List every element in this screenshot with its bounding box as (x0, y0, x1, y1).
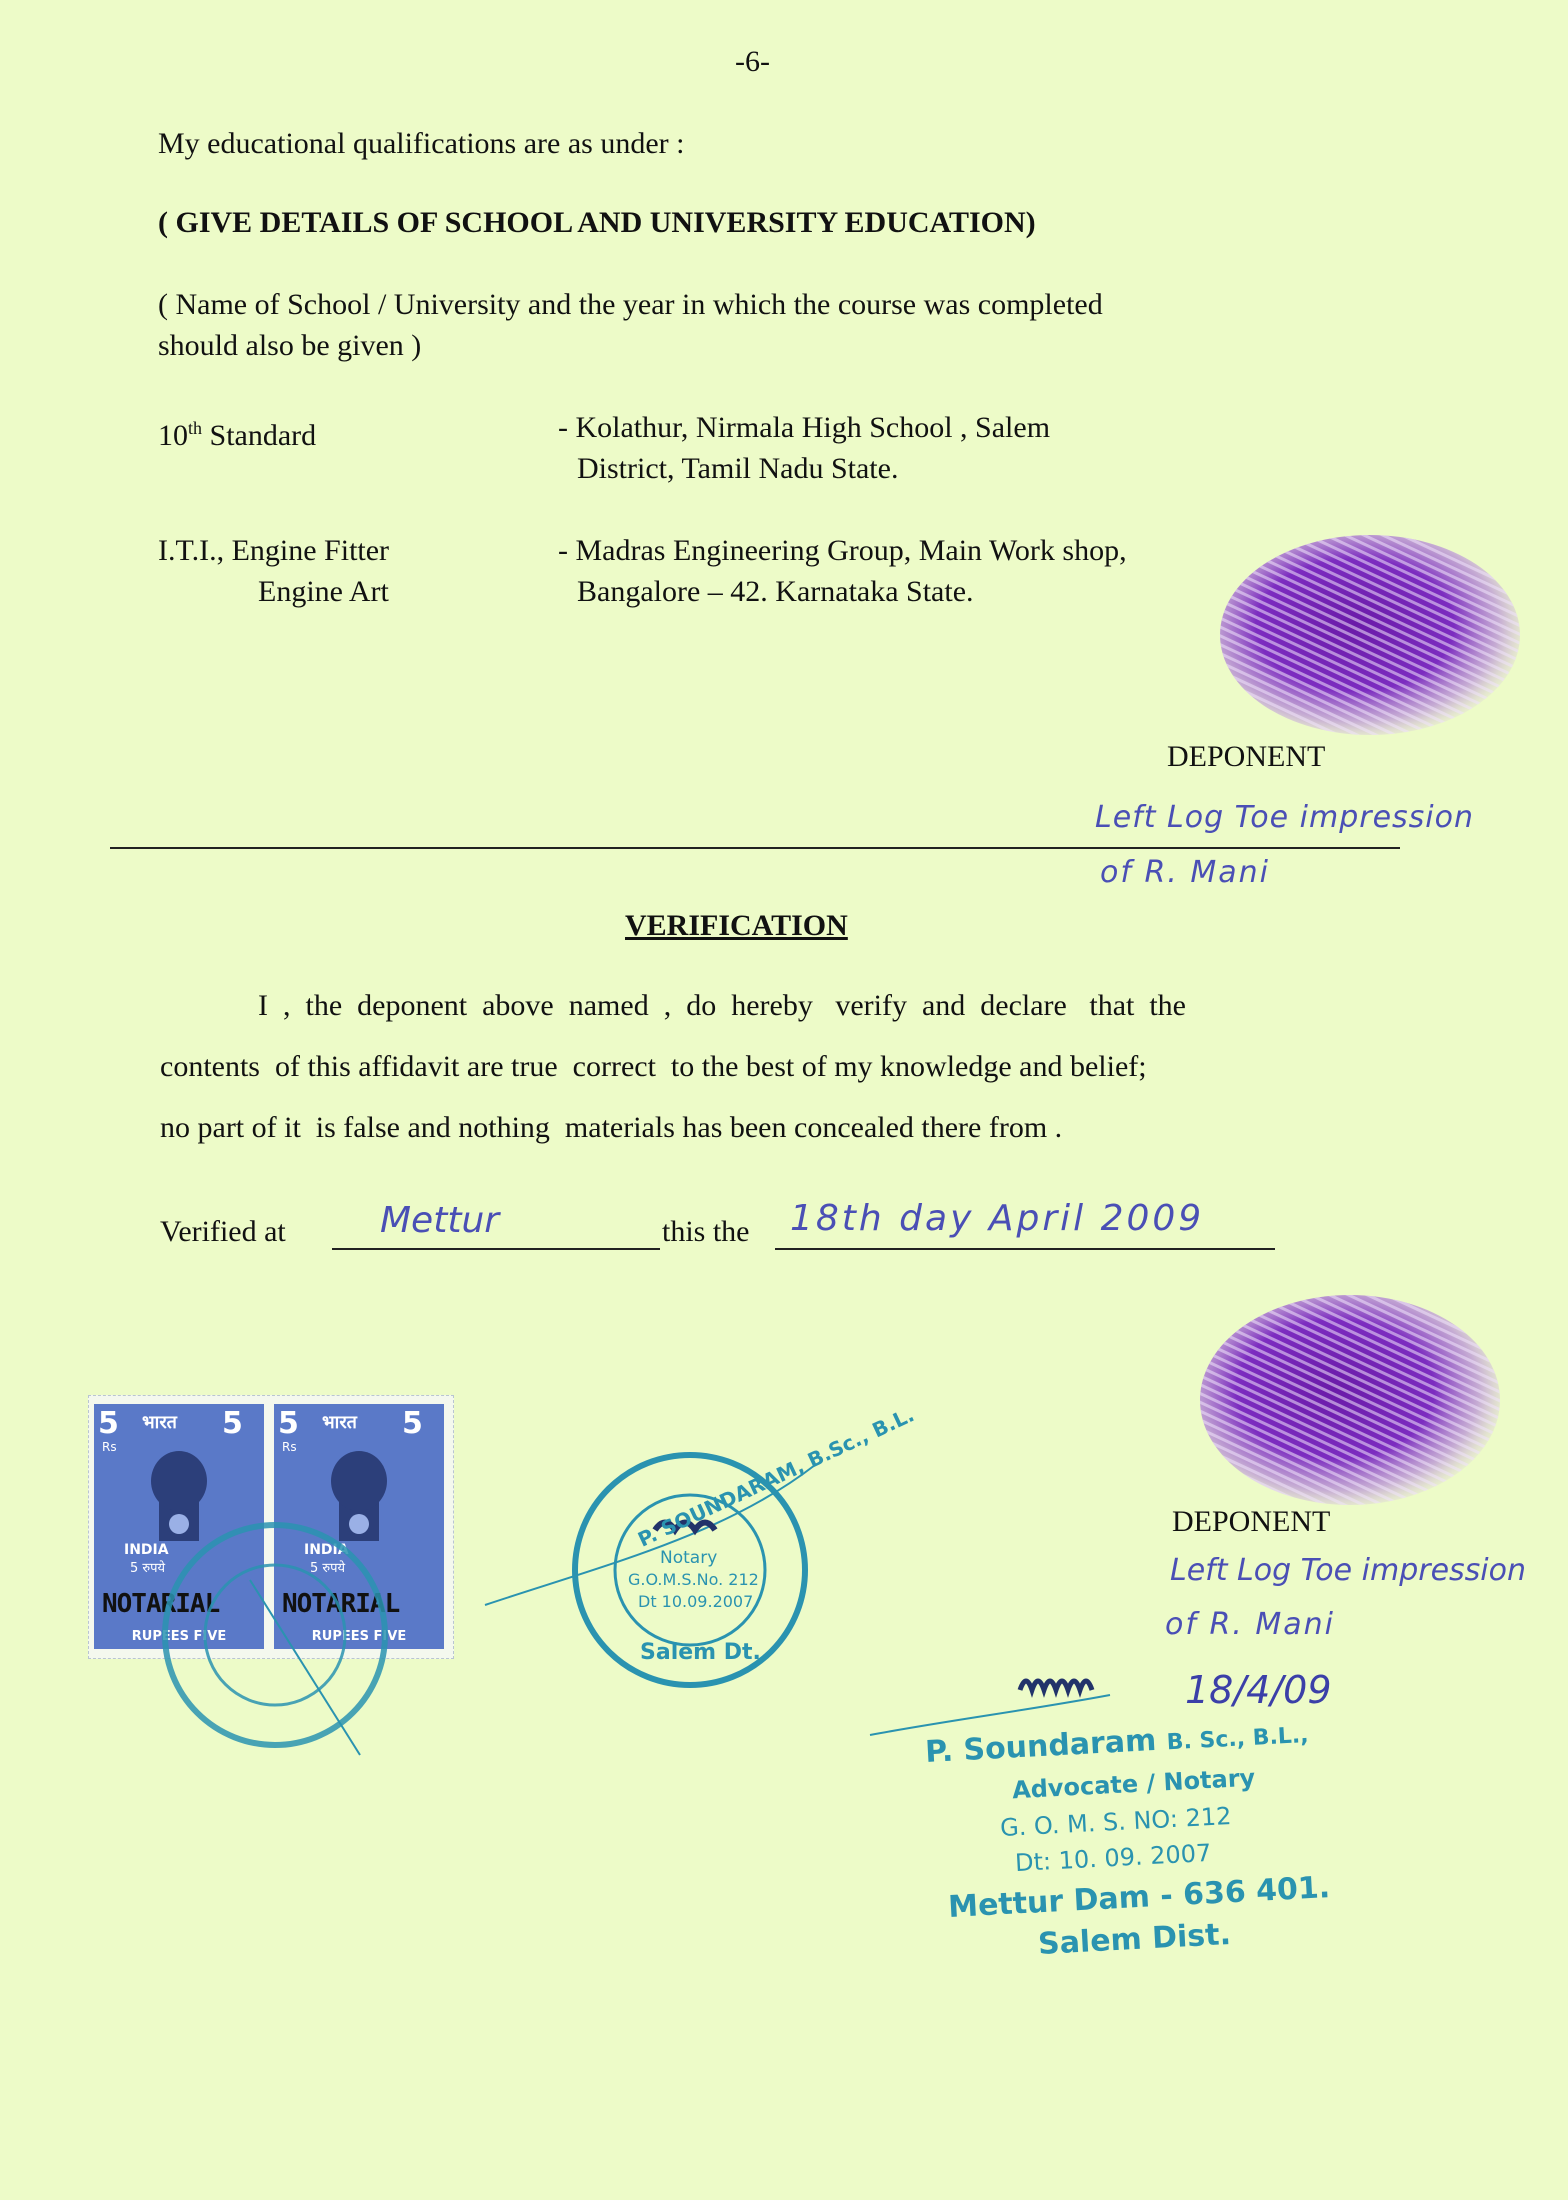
notary-name-text: P. Soundaram (924, 1722, 1158, 1771)
handwritten-note-2-line-2: of R. Mani (1165, 1607, 1335, 1642)
notary-degrees: B. Sc., B.L., (1166, 1722, 1310, 1756)
qualification-number: 10 (158, 419, 188, 452)
notary-round-seal-left (150, 1510, 400, 1760)
verification-para-line-3: no part of it is false and nothing materials has been concealed there from . (160, 1111, 1063, 1144)
verification-para-line-2: contents of this affidavit are true correct to the best of my knowledge and belief; (160, 1050, 1147, 1083)
section-divider (110, 847, 1400, 849)
notary-date: Dt: 10. 09. 2007 (1014, 1838, 1212, 1878)
stamp-footer: RUPEES FIVE (131, 1629, 227, 1644)
notary-goms: G. O. M. S. NO: 212 (999, 1801, 1233, 1843)
stamp-country-hindi: भारत (142, 1412, 177, 1433)
deponent-label-2: DEPONENT (1172, 1505, 1331, 1538)
stamp-value-hindi: 5 रुपये (130, 1561, 166, 1576)
verification-para-line-1: I , the deponent above named , do hereby verify and declare that the (258, 989, 1186, 1022)
institution-1-line-2: District, Tamil Nadu State. (577, 452, 899, 485)
verified-place-line (332, 1248, 660, 1250)
verification-title: VERIFICATION (625, 909, 848, 942)
stamp-value-hindi: 5 रुपये (310, 1561, 346, 1576)
thumbprint-impression-1 (1205, 530, 1535, 760)
stamp-denomination-right: 5 (222, 1406, 243, 1441)
stamp-denomination: 5 (98, 1406, 119, 1441)
qualification-ordinal: th (188, 418, 203, 438)
verified-at-label: Verified at (160, 1215, 286, 1248)
seal-center-line-3: Dt 10.09.2007 (638, 1592, 754, 1611)
stamp-overprint: NOTARIAL (282, 1589, 400, 1619)
notary-district: Salem Dist. (1037, 1916, 1232, 1963)
institution-2-line-2: Bangalore – 42. Karnataka State. (577, 575, 974, 608)
seal-ring-text: P. SOUNDARAM, B.Sc., B.L. (634, 1402, 918, 1552)
this-the-label: this the (662, 1215, 750, 1248)
institution-2-line-1: - Madras Engineering Group, Main Work shop, (558, 534, 1127, 567)
thumbprint-impression-2 (1190, 1290, 1520, 1520)
qualifications-intro: My educational qualifications are as under : (158, 127, 685, 160)
qualification-iti-line-1: I.T.I., Engine Fitter (158, 534, 390, 567)
verified-date: 18th day April 2009 (790, 1198, 1205, 1239)
notary-place: Mettur Dam - 636 401. (947, 1870, 1331, 1925)
stamp-country: INDIA (124, 1542, 169, 1558)
seal-bottom-text: Salem Dt. (640, 1640, 761, 1665)
stamp-currency: Rs (282, 1440, 297, 1454)
verified-date-line (775, 1248, 1275, 1250)
handwritten-note-1-line-1: Left Log Toe impression (1095, 800, 1475, 835)
qualification-iti-line-2: Engine Art (258, 575, 389, 608)
stamp-currency: Rs (102, 1440, 117, 1454)
verified-place: Mettur (380, 1200, 500, 1241)
note-line-1: ( Name of School / University and the year in which the course was completed (158, 288, 1103, 321)
stamp-footer: RUPEES FIVE (311, 1629, 407, 1644)
page-number: -6- (735, 45, 770, 78)
handwritten-date: 18/4/09 (1185, 1668, 1332, 1712)
stamp-denomination-right: 5 (402, 1406, 423, 1441)
institution-1-line-1: - Kolathur, Nirmala High School , Salem (558, 411, 1051, 444)
deponent-label-1: DEPONENT (1167, 740, 1326, 773)
stamp-overprint: NOTARIAL (102, 1589, 220, 1619)
handwritten-note-2-line-1: Left Log Toe impression (1170, 1553, 1527, 1588)
stamp-country: INDIA (304, 1542, 349, 1558)
seal-center-line-1: Notary (660, 1548, 718, 1568)
handwritten-note-1-line-2: of R. Mani (1100, 855, 1270, 890)
heading-instruction: ( GIVE DETAILS OF SCHOOL AND UNIVERSITY EDUCATION) (158, 206, 1036, 239)
stamp-denomination: 5 (278, 1406, 299, 1441)
qualification-rest: Standard (202, 419, 317, 452)
note-line-2: should also be given ) (158, 329, 422, 362)
notary-title: Advocate / Notary (1011, 1763, 1256, 1805)
stamp-country-hindi: भारत (322, 1412, 357, 1433)
seal-center-line-2: G.O.M.S.No. 212 (628, 1570, 759, 1589)
qualification-10th (158, 408, 316, 456)
